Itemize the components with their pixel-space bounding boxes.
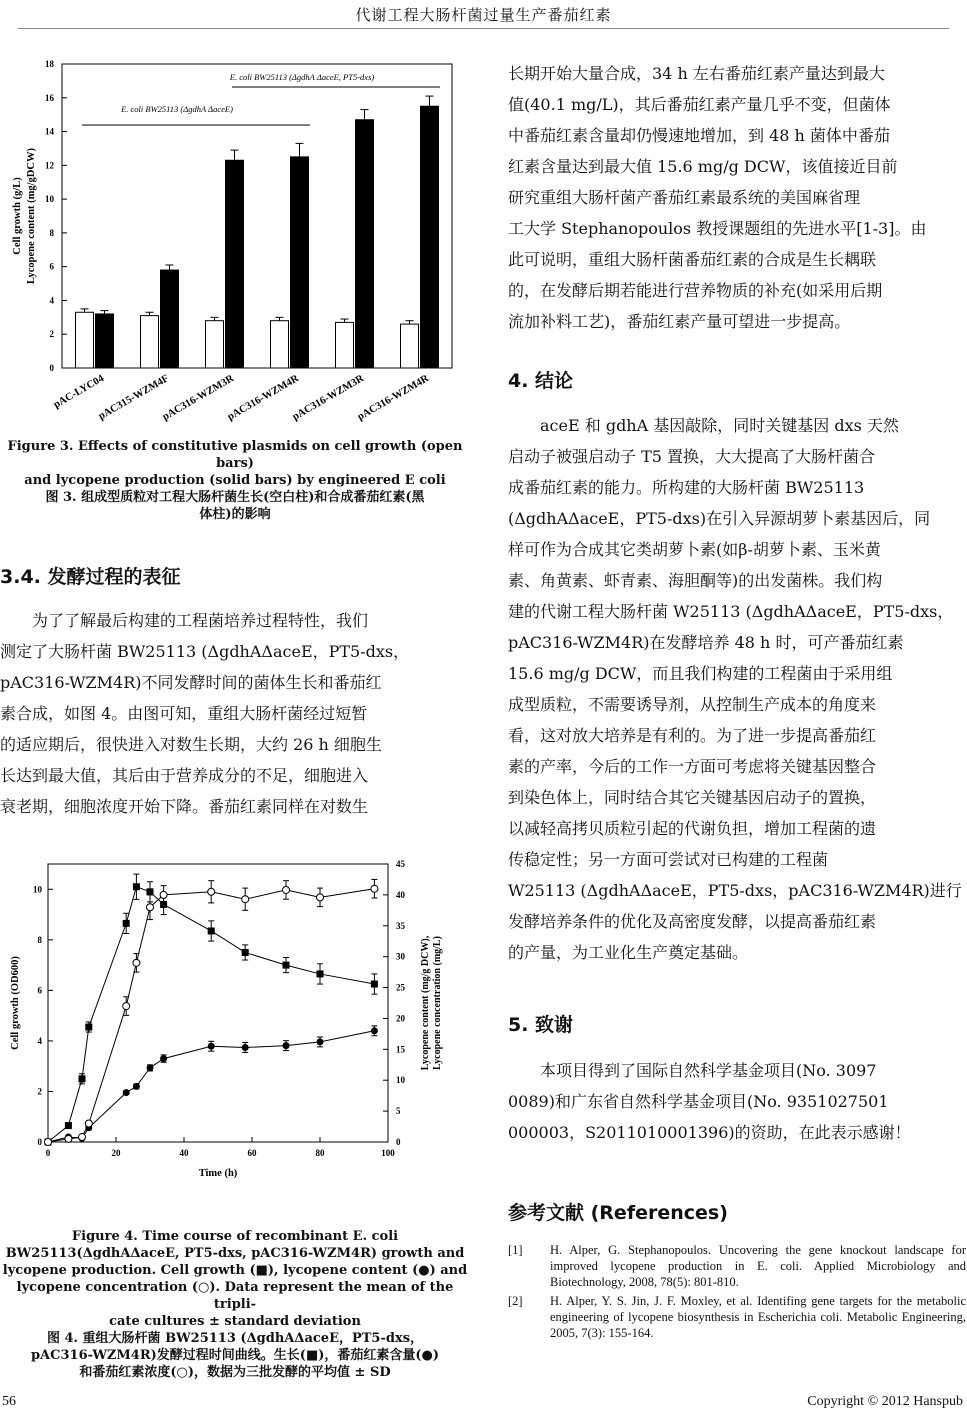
- x-category-label: pAC316-WZM3R: [160, 373, 236, 423]
- section-4-title: 4. 结论: [508, 370, 574, 392]
- lycopene-content-point: [371, 1027, 378, 1034]
- section-3-4-text-line: 素合成，如图 4。由图可知，重组大肠杆菌经过短暂: [0, 704, 368, 723]
- section-4-paragraph: [508, 410, 966, 968]
- lycopene-content-point: [242, 1044, 249, 1051]
- running-header: 代谢工程大肠杆菌过量生产番茄红素: [355, 6, 612, 24]
- x-category-label: pAC316-WZM3R: [290, 373, 366, 423]
- figure4-caption-line: pAC316-WZM4R)发酵过程时间曲线。生长(■)，番茄红素含量(●): [30, 1348, 440, 1363]
- annotation-knockout: E. coli BW25113 (ΔgdhA ΔaceE): [121, 104, 233, 114]
- section-3-4-text-line: 长达到最大值，其后由于营养成分的不足，细胞进入: [0, 766, 369, 785]
- section-3-4-title: 3.4. 发酵过程的表征: [0, 566, 181, 588]
- section-4-text-line: 素的产率，今后的工作一方面可考虑将关键基因整合: [508, 757, 877, 776]
- lycopene-content-point: [317, 1038, 324, 1045]
- cell-growth-point: [242, 949, 249, 956]
- right-paragraph-1-line: 流加补料工艺)，番茄红素产量可望进一步提高。: [508, 312, 851, 331]
- y-tick-label: 6: [49, 261, 54, 272]
- section-4-text-line: 看，这对放大培养是有利的。为了进一步提高番茄红: [508, 726, 877, 745]
- right-paragraph-1-line: 红素含量达到最大值 15.6 mg/g DCW，该值接近目前: [508, 157, 898, 176]
- lycopene-concentration-point: [208, 888, 215, 895]
- section-5-text-line: 0089)和广东省自然科学基金项目(No. 9351027501: [508, 1092, 889, 1111]
- y-right-tick-label: 20: [396, 1013, 405, 1024]
- cell-growth-point: [283, 962, 290, 969]
- x-category-label: pAC315-WZM4F: [96, 373, 171, 423]
- reference-number: [2]: [508, 1294, 523, 1308]
- y-tick-label: 8: [49, 227, 54, 238]
- cell-growth-point: [79, 1075, 86, 1082]
- section-4-text-line: (ΔgdhAΔaceE，PT5-dxs)在引入异源胡萝卜素基因后，同: [508, 509, 931, 528]
- x-category-label: pAC316-WZM4R: [355, 373, 431, 423]
- y-left-tick-label: 8: [37, 934, 42, 945]
- lycopene-concentration-point: [65, 1135, 72, 1142]
- figure4-caption-line: BW25113(ΔgdhAΔaceE, PT5-dxs, pAC316-WZM4R) growth and: [5, 1246, 465, 1261]
- right-paragraph-1-line: 长期开始大量合成，34 h 左右番茄红素产量达到最大: [508, 64, 885, 83]
- figure3-caption-cn-1: 图 3. 组成型质粒对工程大肠杆菌生长(空白柱)和合成番茄红素(黑: [45, 490, 425, 505]
- y-tick-label: 12: [45, 160, 54, 171]
- y-left-tick-label: 0: [37, 1137, 42, 1147]
- section-4-text-line: 样可作为合成其它类胡萝卜素(如β-胡萝卜素、玉米黄: [508, 540, 881, 559]
- y-right-tick-label: 10: [396, 1075, 405, 1086]
- y-right-tick-label: 15: [396, 1044, 405, 1055]
- lycopene-bar: [226, 160, 244, 368]
- section-4-text-line: pAC316-WZM4R)在发酵培养 48 h 时，可产番茄红素: [508, 633, 904, 652]
- section-4-text-line: 以减轻高拷贝质粒引起的代谢负担，增加工程菌的遗: [508, 819, 877, 838]
- y-right-tick-label: 45: [396, 859, 405, 869]
- lycopene-content-point: [147, 1064, 154, 1071]
- cell-growth-bar: [271, 321, 289, 368]
- lycopene-bar: [421, 106, 439, 368]
- y-right-tick-label: 30: [396, 951, 405, 962]
- section-4-text-line: 的产量，为工业化生产奠定基础。: [508, 943, 749, 962]
- plot-frame: [48, 864, 388, 1142]
- references-title: 参考文献 (References): [508, 1202, 728, 1224]
- cell-growth-point: [317, 970, 324, 977]
- right-paragraph-1-line: 此可说明，重组大肠杆菌番茄红素的合成是生长耦联: [508, 250, 877, 269]
- header-rule: [18, 28, 949, 29]
- section-3-4-text-line: 衰老期，细胞浓度开始下降。番茄红素同样在对数生: [0, 797, 369, 816]
- lycopene-bar: [96, 314, 114, 368]
- lycopene-concentration-point: [123, 1003, 130, 1010]
- section-4-text-line: 发酵培养条件的优化及高密度发酵，以提高番茄红素: [508, 912, 877, 931]
- y-left-tick-label: 2: [37, 1086, 42, 1097]
- section-3-4-text-line: 为了了解最后构建的工程菌培养过程特性，我们: [32, 611, 369, 630]
- section-4-text-line: aceE 和 gdhA 基因敲除，同时关键基因 dxs 天然: [540, 416, 899, 435]
- reference-item: [508, 1242, 966, 1290]
- y-tick-label: 2: [49, 329, 54, 340]
- x-category-label: pAC316-WZM4R: [225, 373, 301, 423]
- cell-growth-bar: [206, 321, 224, 368]
- y-right-axis-label: Lycopene content (mg/g DCW),: [420, 935, 431, 1071]
- section-5-text-line: 000003，S2011010001396)的资助，在此表示感谢！: [508, 1123, 911, 1142]
- lycopene-concentration-point: [283, 886, 290, 893]
- lycopene-concentration-point: [160, 891, 167, 898]
- figure4-caption-line: lycopene production. Cell growth (■), lycopene content (●) and: [2, 1263, 468, 1278]
- y-right-tick-label: 25: [396, 982, 405, 993]
- lycopene-bar: [356, 120, 374, 368]
- cell-growth-point: [133, 883, 140, 890]
- x-axis-label: Time (h): [198, 1168, 238, 1179]
- lycopene-bar: [291, 157, 309, 368]
- section-4-text-line: 素、角黄素、虾青素、海胆酮等)的出发菌株。我们构: [508, 571, 883, 590]
- y-tick-label: 18: [45, 59, 54, 69]
- cell-growth-point: [371, 981, 378, 988]
- y-right-tick-label: 35: [396, 920, 405, 931]
- section-4-text-line: W25113 (ΔgdhAΔaceE，PT5-dxs，pAC316-WZM4R)进行: [508, 881, 962, 900]
- figure4-caption-line: Figure 4. Time course of recombinant E. coli: [71, 1229, 399, 1244]
- cell-growth-point: [123, 920, 130, 927]
- y-left-tick-label: 6: [37, 985, 42, 996]
- section-3-4-text-line: pAC316-WZM4R)不同发酵时间的菌体生长和番茄红: [0, 673, 382, 692]
- cell-growth-bar: [401, 324, 419, 368]
- lycopene-concentration-point: [79, 1134, 86, 1141]
- right-paragraph-1-line: 研究重组大肠杆菌产番茄红素最系统的美国麻省理: [508, 188, 861, 207]
- y-left-tick-label: 4: [37, 1035, 42, 1046]
- y-left-axis-label: Cell growth (OD600): [10, 956, 21, 1050]
- y-left-tick-label: 10: [33, 884, 42, 895]
- cell-growth-bar: [76, 312, 94, 368]
- figure3-caption-en-2: and lycopene production (solid bars) by engineered E coli: [24, 473, 446, 488]
- section-4-text-line: 到染色体上，同时结合其它关键基因启动子的置换，: [508, 788, 877, 807]
- section-4-text-line: 传稳定性；另一方面可尝试对已构建的工程菌: [508, 850, 829, 869]
- copyright-notice: Copyright © 2012 Hanspub: [807, 1394, 963, 1409]
- figure4-caption-line: cate cultures ± standard deviation: [109, 1314, 361, 1329]
- cell-growth-bar: [336, 322, 354, 368]
- x-tick-label: 100: [381, 1148, 395, 1158]
- y-tick-label: 4: [49, 295, 54, 306]
- lycopene-concentration-point: [147, 904, 154, 911]
- figure3-caption-cn-2: 体柱)的影响: [199, 507, 271, 522]
- figure4-caption: [0, 1228, 470, 1381]
- y-tick-label: 14: [45, 126, 54, 137]
- figure3-caption-en-1: Figure 3. Effects of constitutive plasmids on cell growth (open bars): [7, 439, 463, 471]
- x-tick-label: 80: [315, 1148, 325, 1158]
- y-right-tick-label: 5: [396, 1106, 401, 1117]
- right-paragraph-1-line: 工大学 Stephanopoulos 教授课题组的先进水平[1-3]。由: [508, 219, 927, 238]
- y-tick-label: 0: [49, 363, 54, 373]
- reference-text: H. Alper, Y. S. Jin, J. F. Moxley, et al. Identifing gene targets for the metabolic engineering of lycopene biosynthesis in Escherichia coli. Metabolic Engineering, 2005, 7(3): 155-164.: [550, 1294, 966, 1340]
- right-paragraph-1-line: 的，在发酵后期若能进行营养物质的补充(如采用后期: [508, 281, 883, 300]
- section-4-text-line: 成型质粒，不需要诱导剂，从控制生产成本的角度来: [508, 695, 877, 714]
- right-paragraph-1: [508, 58, 966, 337]
- y-right-axis-label: Lycopene concentration (mg/L): [432, 936, 443, 1070]
- lycopene-bar: [161, 270, 179, 368]
- section-5-title: 5. 致谢: [508, 1014, 574, 1036]
- reference-text: H. Alper, G. Stephanopoulos. Uncovering the gene knockout landscape for improved lycopene production in E. coli. Applied Microbiology and Biotechnology, 2008, 78(5): 801-810.: [550, 1243, 966, 1289]
- y-right-tick-label: 0: [396, 1137, 401, 1147]
- section-4-text-line: 启动子被强启动子 T5 置换，大大提高了大肠杆菌合: [508, 447, 876, 466]
- figure4-caption-line: 和番茄红素浓度(○)，数据为三批发酵的平均值 ± SD: [79, 1365, 391, 1380]
- y-right-tick-label: 40: [396, 889, 405, 900]
- lycopene-content-point: [160, 1055, 167, 1062]
- section-4-text-line: 15.6 mg/g DCW，而且我们构建的工程菌由于采用组: [508, 664, 893, 683]
- lycopene-concentration-point: [242, 896, 249, 903]
- lycopene-content-point: [283, 1042, 290, 1049]
- figure4-caption-line: 图 4. 重组大肠杆菌 BW25113 (ΔgdhAΔaceE，PT5-dxs，: [46, 1331, 424, 1346]
- lycopene-concentration-point: [85, 1120, 92, 1127]
- section-4-text-line: 成番茄红素的能力。所构建的大肠杆菌 BW25113: [508, 478, 865, 497]
- lycopene-concentration-point: [133, 959, 140, 966]
- lycopene-concentration-point: [45, 1139, 52, 1146]
- section-3-4-paragraph: [0, 605, 462, 822]
- figure4-caption-line: lycopene concentration (○). Data represent the mean of the tripli-: [16, 1280, 454, 1312]
- section-3-4-text-line: 的适应期后，很快进入对数生长期，大约 26 h 细胞生: [0, 735, 382, 754]
- section-5-paragraph: [508, 1055, 966, 1148]
- x-tick-label: 20: [111, 1148, 121, 1158]
- x-category-label: pAC-LYC04: [51, 373, 106, 411]
- y-tick-label: 16: [45, 92, 54, 103]
- cell-growth-point: [208, 927, 215, 934]
- lycopene-content-point: [208, 1043, 215, 1050]
- y-tick-label: 10: [45, 194, 54, 205]
- section-3-4-text-line: 测定了大肠杆菌 BW25113 (ΔgdhAΔaceE，PT5-dxs，: [0, 642, 410, 661]
- annotation-dxs: E. coli BW25113 (ΔgdhA ΔaceE, PT5-dxs): [229, 72, 375, 82]
- cell-growth-point: [147, 888, 154, 895]
- y-axis-label: Cell growth (g/L): [12, 177, 23, 255]
- lycopene-concentration-point: [371, 885, 378, 892]
- figure3-bar-chart: [0, 40, 470, 430]
- section-5-text-line: 本项目得到了国际自然科学基金项目(No. 3097: [540, 1061, 877, 1080]
- x-tick-label: 40: [179, 1148, 189, 1158]
- x-tick-label: 60: [247, 1148, 257, 1158]
- section-4-text-line: 建的代谢工程大肠杆菌 W25113 (ΔgdhAΔaceE，PT5-dxs，: [508, 602, 954, 621]
- right-paragraph-1-line: 值(40.1 mg/L)，其后番茄红素产量几乎不变，但菌体: [508, 95, 891, 114]
- cell-growth-point: [65, 1122, 72, 1129]
- x-tick-label: 0: [45, 1148, 51, 1158]
- lycopene-content-point: [133, 1083, 140, 1090]
- right-paragraph-1-line: 中番茄红素含量却仍慢速地增加，到 48 h 菌体中番茄: [508, 126, 890, 145]
- cell-growth-bar: [141, 316, 159, 368]
- page-number: 56: [2, 1394, 16, 1409]
- figure3-caption: [0, 438, 470, 523]
- reference-number: [1]: [508, 1243, 523, 1257]
- y-axis-label: Lycopene content (mg/gDCW): [26, 148, 37, 284]
- lycopene-content-point: [123, 1089, 130, 1096]
- cell-growth-point: [85, 1024, 92, 1031]
- figure4-line-chart: [0, 848, 470, 1223]
- lycopene-concentration-point: [317, 894, 324, 901]
- reference-list: [508, 1242, 966, 1344]
- reference-item: [508, 1293, 966, 1341]
